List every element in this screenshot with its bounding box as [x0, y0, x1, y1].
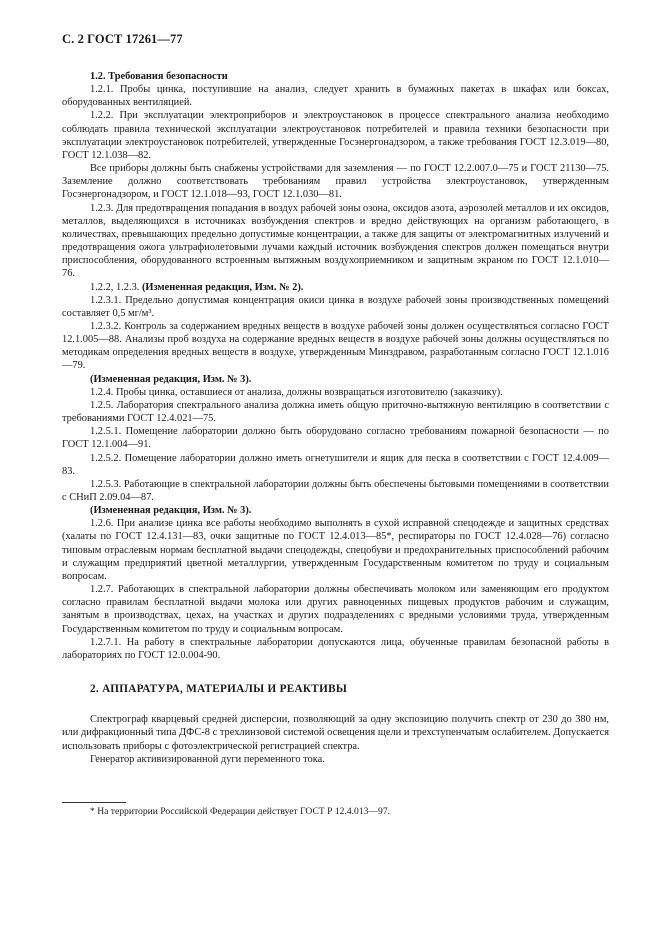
amendment-ref: 1.2.2, 1.2.3.	[90, 281, 140, 293]
paragraph-spectrograph: Спектрограф кварцевый средней дисперсии, позволяющий за одну экспозицию получить спектр от 230 до 380 нм, или дифракционный типа ДФС-8 с трехлинзовой системой освещения щели и трехступенчатым ослабителем. Допускается использовать приборы с фотоэлектрической регистрацией спектра.	[62, 714, 609, 752]
amendment-note-3a: (Измененная редакция, Изм. № 3).	[90, 373, 252, 385]
document-body	[62, 70, 609, 766]
amendment-note-3b: (Измененная редакция, Изм. № 3).	[90, 505, 252, 517]
paragraph-1-2-1: 1.2.1. Пробы цинка, поступившие на анализ, следует хранить в бумажных пакетах в шкафах или боксах, оборудованных вентиляцией.	[62, 84, 609, 109]
paragraph-1-2-3-1: 1.2.3.1. Предельно допустимая концентрация окиси цинка в воздухе рабочей зоны производственных помещений составляет 0,5 мг/м³.	[62, 294, 609, 319]
paragraph-1-2-5-2: 1.2.5.2. Помещение лаборатории должно иметь огнетушители и ящик для песка в соответствии с ГОСТ 12.4.009—83.	[62, 452, 609, 477]
amendment-label: (Измененная редакция, Изм. № 2).	[141, 281, 304, 293]
paragraph-1-2-3-2: 1.2.3.2. Контроль за содержанием вредных веществ в воздухе рабочей зоны должен осуществляться согласно ГОСТ 12.1.005—88. Анализы проб воздуха на содержание вредных веществ в воздухе рабочей зоны должны осуществляться по методикам определения вредных веществ в воздухе, утвержденным Минздравом, разработанным согласно ГОСТ 12.1.016—79.	[62, 320, 609, 372]
paragraph-1-2-4: 1.2.4. Пробы цинка, оставшиеся от анализа, должны возвращаться изготовителю (заказчику).	[90, 386, 503, 398]
amendment-note-2	[62, 281, 609, 294]
paragraph-1-2-7-1: 1.2.7.1. На работу в спектральные лаборатории допускаются лица, обученные правилам безопасной работы в лабораториях по ГОСТ 12.0.004-90.	[62, 636, 609, 661]
paragraph-1-2-2: 1.2.2. При эксплуатации электроприборов и электроустановок в процессе спектрального анализа необходимо соблюдать правила технической эксплуатации электроустановок потребителей и правила техники безопасности при эксплуатации электроустановок потребителей, утвержденные Госэнергонадзором, а также требования ГОСТ 12.3.019—80, ГОСТ 12.1.038—82.	[62, 110, 609, 161]
section-heading-1-2: 1.2. Требования безопасности	[90, 71, 228, 82]
paragraph-generator: Генератор активизированной дуги переменного тока.	[90, 753, 325, 765]
paragraph-grounding: Все приборы должны быть снабжены устройствами для заземления — по ГОСТ 12.2.007.0—75 и ГОСТ 21130—75. Заземление должно соответствовать требованиям правил устройства электроустановок, утвержденным Госэнергонадзором, и ГОСТ 12.1.018—93, ГОСТ 12.1.030—81.	[62, 163, 609, 201]
paragraph-1-2-3: 1.2.3. Для предотвращения попадания в воздух рабочей зоны озона, оксидов азота, аэрозолей металлов и их оксидов, металлов, выделяющихся в источниках возбуждения спектров и вредно действующих на организм работающего, в количествах, превышающих предельно допустимые концентрации, а также для защиты от электромагнитных излучений и предотвращения ожога ультрафиолетовыми лучами каждый источник возбуждения спектров должен помещаться внутри приспособления, оборудованного встроенным вытяжным воздухоприемником и защитным экраном по ГОСТ 12.1.010—76.	[62, 202, 609, 280]
paragraph-1-2-5-1: 1.2.5.1. Помещение лаборатории должно быть оборудовано согласно требованиям пожарной безопасности — по ГОСТ 12.1.004—91.	[62, 426, 609, 451]
paragraph-1-2-7: 1.2.7. Работающих в спектральной лаборатории должны обеспечивать молоком или заменяющим его продуктом согласно правилам бесплатной выдачи молока или других равноценных пищевых продуктов рабочим и служащим, занятым в производствах, цехах, на участках и других подразделениях с вредными условиями труда, утвержденным Государственным комитетом по труду и социальным вопросам.	[62, 584, 609, 635]
footnote: * На территории Российской Федерации действует ГОСТ Р 12.4.013—97.	[90, 806, 391, 817]
paragraph-1-2-6: 1.2.6. При анализе цинка все работы необходимо выполнять в сухой исправной спецодежде и защитных средствах (халаты по ГОСТ 12.4.131—83, очки защитные по ГОСТ 12.4.013—85*, респираторы по ГОСТ 12.4.028—76) согласно типовым отраслевым нормам бесплатной выдачи спецодежды, спецобуви и предохранительных приспособлений рабочим и служащим предприятий цветной металлургии, утвержденным Государственным комитетом по труду и социальным вопросам.	[62, 518, 609, 582]
footnote-divider	[62, 802, 126, 803]
section-heading-2: 2. АППАРАТУРА, МАТЕРИАЛЫ И РЕАКТИВЫ	[90, 683, 348, 696]
paragraph-1-2-5-3: 1.2.5.3. Работающие в спектральной лаборатории должны быть обеспечены бытовыми помещениями в соответствии с СНиП 2.09.04—87.	[62, 478, 609, 503]
page-header: С. 2 ГОСТ 17261—77	[62, 32, 183, 46]
paragraph-1-2-5: 1.2.5. Лаборатория спектрального анализа должна иметь общую приточно-вытяжную вентиляцию в соответствии с требованиями ГОСТ 12.4.021—75.	[62, 399, 609, 425]
